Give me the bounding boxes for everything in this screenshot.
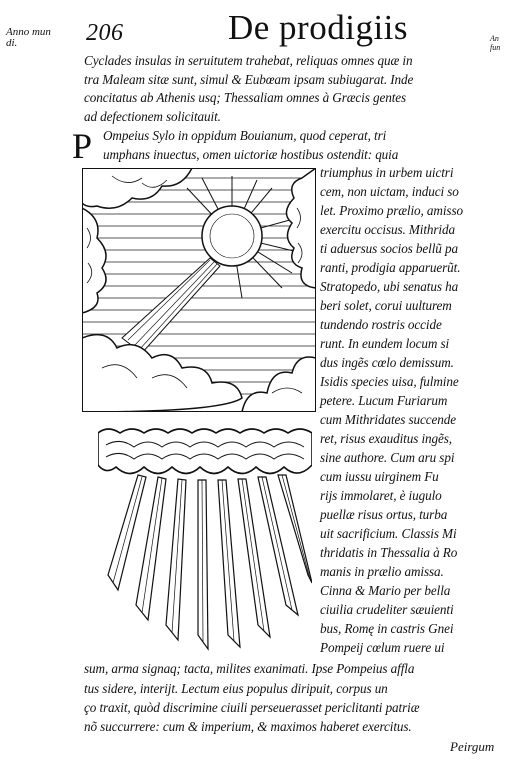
text-line: umphans inuectus, omen uictoriæ hostibus ostendit: quia [103, 147, 399, 162]
text-line: Isidis species uisa, fulmine [320, 374, 459, 389]
running-head: De prodigiis [228, 8, 409, 47]
text-line: Pompeij cœlum ruere ui [320, 640, 445, 655]
text-line: triumphus in urbem uictri [320, 165, 454, 180]
text-line: uit sacrificium. Classis Mi [320, 526, 457, 541]
right-margin-line1: An [490, 34, 499, 43]
text-line: rijs immolaret, è iugulo [320, 488, 442, 503]
text-line: tundendo rostris occide [320, 317, 442, 332]
right-margin-line2: fun [490, 43, 501, 52]
catchword: Peirgum [450, 739, 495, 754]
page-number: 206 [86, 20, 124, 46]
text-line: cum Mithridates succende [320, 412, 457, 427]
text-line: tra Maleam sitæ sunt, simul & Eubœam ipsam subiugarat. Inde [84, 72, 414, 87]
text-line: exercitu occisus. Mithrida [320, 222, 455, 237]
text-line: cem, non uictam, induci so [320, 184, 459, 199]
text-line: tus sidere, interijt. Lectum eius populus diripuit, corpus un [84, 681, 388, 696]
text-line: ranti, prodigia apparuerũt. [320, 260, 461, 275]
text-line: beri solet, corui uulturem [320, 298, 452, 313]
text-line: ço traxit, quòd discrimine ciuili perseuerasset periclitanti patriæ [84, 700, 420, 715]
text-line: Cinna & Mario per bella [320, 583, 451, 598]
text-line: bus, Romę in castris Gnei [320, 621, 454, 636]
anno-mundi-marginal [6, 27, 51, 49]
right-margin-note [490, 34, 500, 52]
text-line: manis in prælio amissa. [320, 564, 444, 579]
text-line: nõ succurrere: cum & imperium, & maximos haberet exercitus. [84, 719, 412, 734]
text-line: thridatis in Thessalia à Ro [320, 545, 458, 560]
text-line: ciuilia crudeliter sæuienti [320, 602, 454, 617]
text-line: Stratopedo, ubi senatus ha [320, 279, 459, 294]
text-line: dus ingẽs cœlo demissum. [320, 355, 454, 370]
woodcut-sun-clouds [82, 168, 316, 412]
text-line: ret, risus exauditus ingẽs, [320, 431, 452, 446]
text-line: ad defectionem solicitauit. [84, 109, 221, 124]
text-line: runt. In eundem locum si [320, 336, 450, 351]
text-line: petere. Lucum Furiarum [320, 393, 448, 408]
text-line: concitatus ab Athenis usq; Thessaliam omnes à Græcis gentes [84, 90, 407, 105]
drop-cap: P [72, 126, 93, 166]
text-line: sine authore. Cum aru spi [320, 450, 455, 465]
text-line: sum, arma signaq; tacta, milites exanimati. Ipse Pompeius afflа [84, 661, 415, 676]
text-line: Cyclades insulas in seruitutem trahebat, reliquas omnes quæ in [84, 53, 413, 68]
anno-mundi-line1: Anno mun [6, 26, 51, 38]
text-line: cum iussu uirginem Fu [320, 469, 439, 484]
woodcut-cloud-rays [98, 425, 312, 651]
text-line: let. Proximo prælio, amisso [320, 203, 463, 218]
text-line: Ompeius Sylo in oppidum Bouianum, quod ceperat, tri [103, 128, 387, 143]
anno-mundi-line2: di. [6, 37, 18, 49]
text-line: ti aduersus socios bellũ pa [320, 241, 458, 256]
text-line: puellæ risus ortus, turba [320, 507, 448, 522]
